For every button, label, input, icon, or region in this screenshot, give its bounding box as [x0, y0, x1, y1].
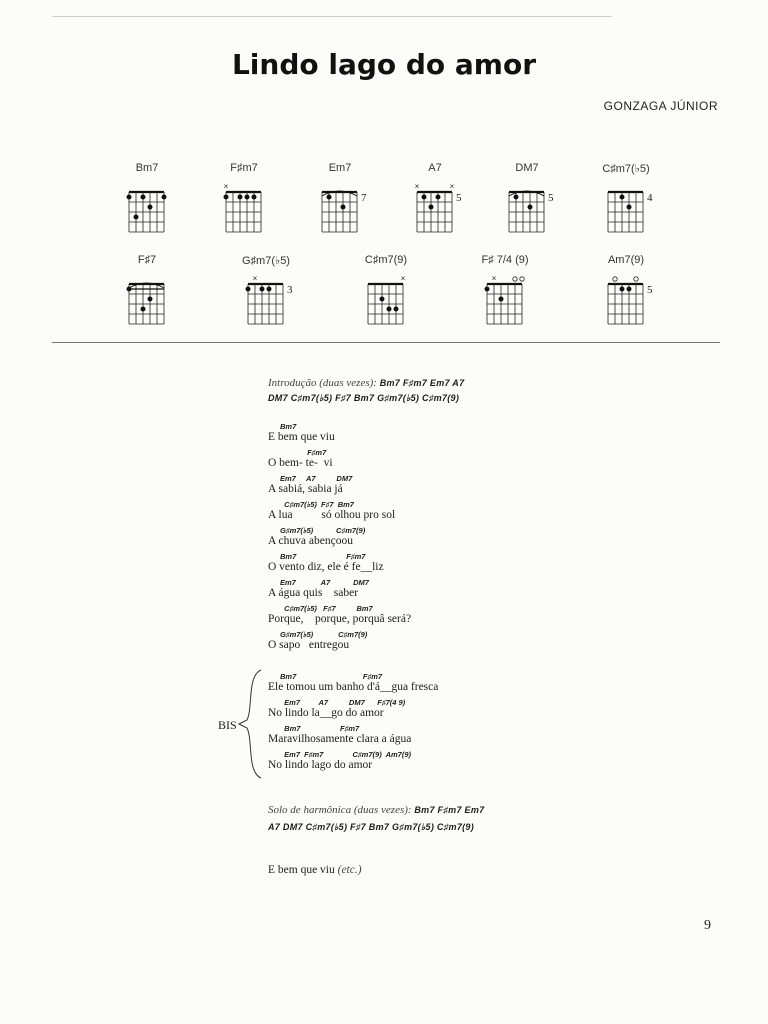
chord-finger-dot [394, 307, 399, 312]
chord-open-mark [634, 277, 638, 281]
chord-finger-dot [429, 205, 434, 210]
chord-finger-dot [528, 205, 533, 210]
chord-name: C♯m7(9) [364, 254, 408, 266]
lyric-line [268, 448, 688, 470]
chord-finger-dot [148, 205, 153, 210]
lyric-line [268, 698, 688, 720]
chord-grid [497, 178, 557, 240]
lyric-line [268, 750, 688, 772]
lyric-line [268, 724, 688, 746]
chord-finger-dot [162, 195, 167, 200]
chord-grid [214, 178, 274, 240]
chord-diagrams-row-1 [0, 162, 768, 242]
chord-symbols: F♯m7 [280, 448, 327, 457]
lyric-line [268, 500, 688, 522]
lyric-text: Maravilhosamente clara a água [268, 733, 412, 745]
chord-grid [596, 270, 656, 332]
lyric-text: A sabiá, sabia já [268, 483, 343, 495]
chord-diagram [392, 162, 478, 240]
chord-diagram [201, 162, 287, 240]
lyric-text: A água quis saber [268, 587, 359, 599]
chord-diagram [583, 162, 669, 240]
chord-mute-mark: × [414, 182, 420, 191]
verse [268, 422, 688, 652]
chord-fret-number: 3 [287, 284, 293, 296]
chord-symbols: G♯m7(♭5) C♯m7(9) [280, 630, 368, 639]
intro-chords-1: Bm7 F♯m7 Em7 A7 [379, 378, 465, 388]
chord-fret-number: 4 [647, 192, 653, 204]
chord-mute-mark: × [491, 274, 497, 283]
lyric-text: Ele tomou um banho d'á__gua fresca [268, 681, 439, 693]
chord-finger-dot [148, 297, 153, 302]
chord-finger-dot [127, 195, 132, 200]
intro-label: Introdução (duas vezes): [268, 377, 377, 389]
chord-symbols: Bm7 F♯m7 [280, 552, 366, 561]
chord-finger-dot [436, 195, 441, 200]
solo-line [268, 802, 688, 836]
lyric-line [268, 672, 688, 694]
lyric-line [268, 604, 688, 626]
chord-finger-dot [627, 287, 632, 292]
bis-label: BIS [218, 718, 237, 732]
chord-mute-mark: × [449, 182, 455, 191]
chord-finger-dot [499, 297, 504, 302]
chord-symbols: G♯m7(♭5) C♯m7(9) [280, 526, 366, 535]
lyric-text: No lindo la__go do amor [268, 707, 384, 719]
lyric-text: No lindo lago do amor [268, 759, 373, 771]
chord-name: DM7 [515, 162, 539, 174]
chord-diagram [583, 254, 669, 332]
chord-diagram [484, 162, 570, 240]
chord-open-mark [520, 277, 524, 281]
chord-finger-dot [387, 307, 392, 312]
chord-finger-dot [267, 287, 272, 292]
chord-finger-dot [141, 307, 146, 312]
chord-finger-dot [134, 215, 139, 220]
solo-chords-2: A7 DM7 C♯m7(♭5) F♯7 Bm7 G♯m7(♭5) C♯m7(9) [268, 822, 475, 832]
chord-finger-dot [620, 287, 625, 292]
chord-finger-dot [327, 195, 332, 200]
chord-name: Em7 [328, 162, 352, 174]
chord-open-mark [513, 277, 517, 281]
chord-diagram [223, 254, 309, 332]
lyric-text: A lua só olhou pro sol [268, 509, 396, 521]
ending-text: E bem que viu [268, 864, 335, 876]
chord-grid [310, 178, 370, 240]
chord-name: A7 [428, 162, 442, 174]
chord-symbols: Bm7 F♯m7 [280, 672, 383, 681]
composer-name: GONZAGA JÚNIOR [603, 99, 718, 113]
chord-finger-dot [252, 195, 257, 200]
chord-finger-dot [485, 287, 490, 292]
song-title: Lindo lago do amor [231, 48, 537, 81]
chord-fret-number: 7 [361, 192, 367, 204]
intro-line [268, 376, 688, 406]
chord-name: C♯m7(♭5) [602, 163, 650, 175]
chord-grid [596, 178, 656, 240]
chord-diagram [104, 162, 190, 240]
chord-symbols: C♯m7(♭5) F♯7 Bm7 [280, 604, 373, 613]
chord-name: G♯m7(♭5) [242, 255, 290, 267]
chord-diagram [297, 162, 383, 240]
chord-grid [405, 178, 465, 240]
chord-fret-number: 5 [456, 192, 462, 204]
ending-line [268, 864, 362, 876]
chord-symbols: Em7 A7 DM7 [280, 578, 369, 587]
chord-fret-number: 5 [647, 284, 653, 296]
lyric-text: A chuva abençoou [268, 535, 353, 547]
chord-mute-mark: × [252, 274, 258, 283]
chord-name: F♯m7 [230, 162, 258, 174]
chord-name: F♯ 7/4 (9) [481, 254, 529, 266]
chord-finger-dot [127, 287, 132, 292]
intro-chords-2: DM7 C♯m7(♭5) F♯7 Bm7 G♯m7(♭5) C♯m7(9) [268, 393, 460, 403]
chord-symbols: Em7 A7 DM7 F♯7(4 9) [280, 698, 406, 707]
chord-mute-mark: × [223, 182, 229, 191]
bis-section [268, 672, 688, 776]
chord-finger-dot [224, 195, 229, 200]
chord-diagram [343, 254, 429, 332]
chord-finger-dot [141, 195, 146, 200]
chord-name: Am7(9) [607, 254, 645, 266]
chord-symbols: Em7 A7 DM7 [280, 474, 353, 483]
chord-finger-dot [627, 205, 632, 210]
chord-symbols: Em7 F♯m7 C♯m7(9) Am7(9) [280, 750, 412, 759]
lyric-line [268, 552, 688, 574]
lyric-line [268, 578, 688, 600]
section-divider [52, 342, 720, 343]
chord-grid [356, 270, 416, 332]
page-number: 9 [704, 918, 711, 933]
chord-finger-dot [620, 195, 625, 200]
chord-finger-dot [246, 287, 251, 292]
chord-diagram [462, 254, 548, 332]
chord-finger-dot [341, 205, 346, 210]
chord-finger-dot [260, 287, 265, 292]
chord-finger-dot [422, 195, 427, 200]
chord-grid [236, 270, 296, 332]
chord-symbols: C♯m7(♭5) F♯7 Bm7 [280, 500, 354, 509]
chord-grid [475, 270, 535, 332]
chord-diagrams-row-2 [0, 254, 768, 334]
lyric-line [268, 526, 688, 548]
lyric-text: O bem- te- vi [268, 457, 333, 469]
chord-mute-mark: × [400, 274, 406, 283]
chord-fret-number: 5 [548, 192, 554, 204]
solo-chords-1: Bm7 F♯m7 Em7 [414, 805, 485, 815]
chord-open-mark [613, 277, 617, 281]
chord-finger-dot [245, 195, 250, 200]
lyric-line [268, 422, 688, 444]
chord-name: Bm7 [135, 162, 159, 174]
chord-name: F♯7 [137, 254, 157, 266]
chord-grid [117, 178, 177, 240]
chord-finger-dot [514, 195, 519, 200]
lyrics-block [268, 376, 688, 656]
chord-symbols: Bm7 [280, 422, 297, 431]
lyric-text: E bem que viu [268, 431, 335, 443]
lyric-line [268, 630, 688, 652]
etc-note: (etc.) [337, 864, 362, 876]
chord-diagram [104, 254, 190, 332]
chord-finger-dot [238, 195, 243, 200]
chord-symbols: Bm7 F♯m7 [280, 724, 360, 733]
lyric-text: Porque, porque, porquâ será? [268, 613, 412, 625]
lyric-line [268, 474, 688, 496]
lyric-text: O sapo entregou [268, 639, 350, 651]
solo-label: Solo de harmônica (duas vezes): [268, 804, 412, 816]
lyric-text: O vento diz, ele é fe__liz [268, 561, 384, 573]
top-rule [52, 16, 612, 17]
chord-grid [117, 270, 177, 332]
chord-finger-dot [380, 297, 385, 302]
